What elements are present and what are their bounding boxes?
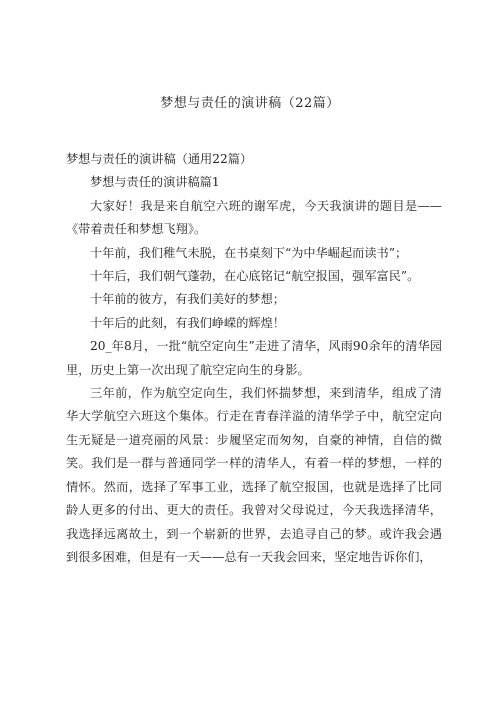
paragraph: 大家好！我是来自航空六班的谢军虎，今天我演讲的题目是——《带着责任和梦想飞翔》。 [66, 198, 442, 237]
paragraph: 20_年8月，一批“航空定向生”走进了清华，风雨90余年的清华园里，历史上第一次出现了航空定向生的身影。 [66, 339, 442, 377]
document-body [66, 148, 442, 569]
paragraph: 十年前的彼方，有我们美好的梦想； [90, 292, 285, 307]
paragraph: 三年前，作为航空定向生，我们怀揣梦想，来到清华，组成了清华大学航空六班这个集体。行走在青春洋溢的清华学子中，航空定向生无疑是一道亮丽的风景：步履坚定而匆匆，自豪的神情，自信的微笑。我们是一群与普通同学一样的清华人，有着一样的梦想，一样的情怀。然而，选择了军事工业，选择了航空报国，也就是选择了比同龄人更多的付出、更大的责任。我曾对父母说过，今天我选择清华，我选择远离故土，到一个崭新的世界，去追寻自己的梦。或许我会遇到很多困难，但是有一天——总有一天我会回来，坚定地告诉你们， [66, 386, 442, 564]
paragraph-section-heading: 梦想与责任的演讲稿篇1 [90, 175, 220, 190]
paragraph: 十年前，我们稚气未脱，在书桌刻下“为中华崛起而读书”； [90, 245, 408, 260]
document-title: 梦想与责任的演讲稿（22篇） [160, 96, 340, 111]
paragraph-subtitle: 梦想与责任的演讲稿（通用22篇） [66, 152, 253, 166]
paragraph: 十年后，我们朝气蓬勃，在心底铭记“航空报国，强军富民”。 [90, 269, 420, 284]
paragraph: 十年后的此刻，有我们峥嵘的辉煌！ [90, 315, 285, 330]
